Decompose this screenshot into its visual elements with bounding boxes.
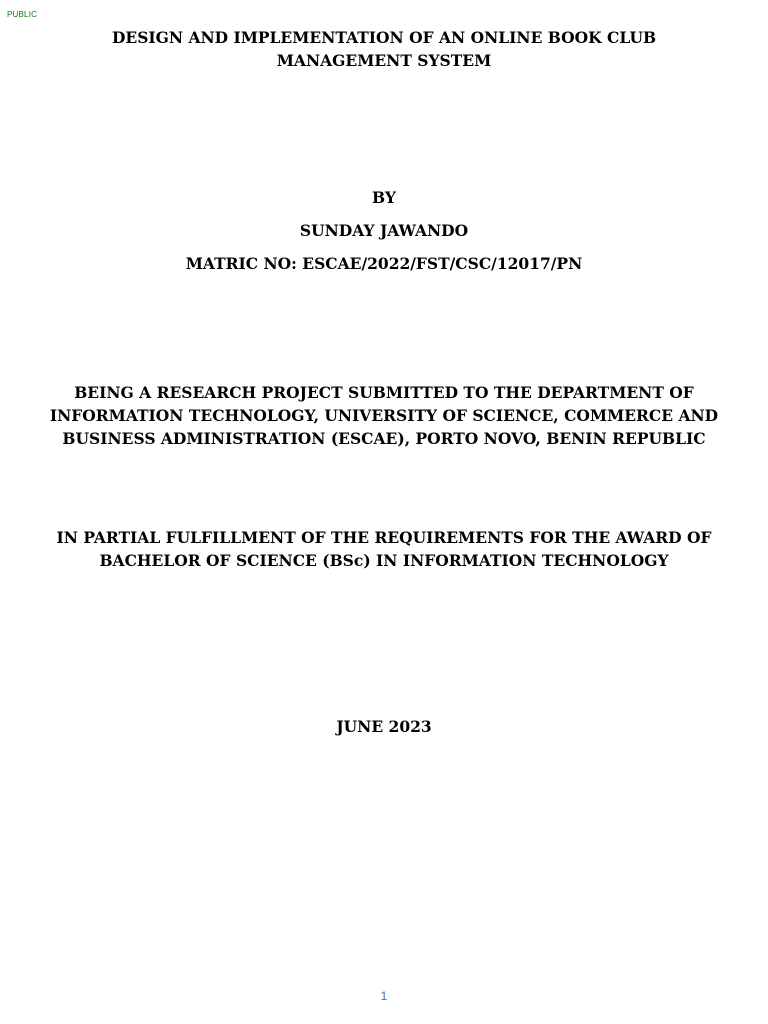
author-name: SUNDAY JAWANDO [299,221,469,240]
page-number: 1 [380,989,388,1003]
date-text: JUNE 2023 [336,717,432,736]
by-label: BY [372,188,396,207]
submission-line-1: BEING A RESEARCH PROJECT SUBMITTED TO THE DEPARTMENT OF [74,383,694,402]
classification-label: PUBLIC [7,10,38,19]
fulfillment-line-1: IN PARTIAL FULFILLMENT OF THE REQUIREMENTS FOR THE AWARD OF [56,528,712,547]
submission-statement [0,381,768,450]
fulfillment-line-2: BACHELOR OF SCIENCE (BSc) IN INFORMATION TECHNOLOGY [99,551,669,570]
title-line-1: DESIGN AND IMPLEMENTATION OF AN ONLINE BOOK CLUB [111,28,657,47]
submission-date [0,715,768,738]
fulfillment-statement [0,526,768,572]
author-section [0,181,768,280]
document-title [0,26,768,72]
title-line-2: MANAGEMENT SYSTEM [276,51,492,70]
submission-line-2: INFORMATION TECHNOLOGY, UNIVERSITY OF SCIENCE, COMMERCE AND [49,406,719,425]
matric-number: MATRIC NO: ESCAE/2022/FST/CSC/12017/PN [185,254,583,273]
submission-line-3: BUSINESS ADMINISTRATION (ESCAE), PORTO NOVO, BENIN REPUBLIC [62,429,706,448]
